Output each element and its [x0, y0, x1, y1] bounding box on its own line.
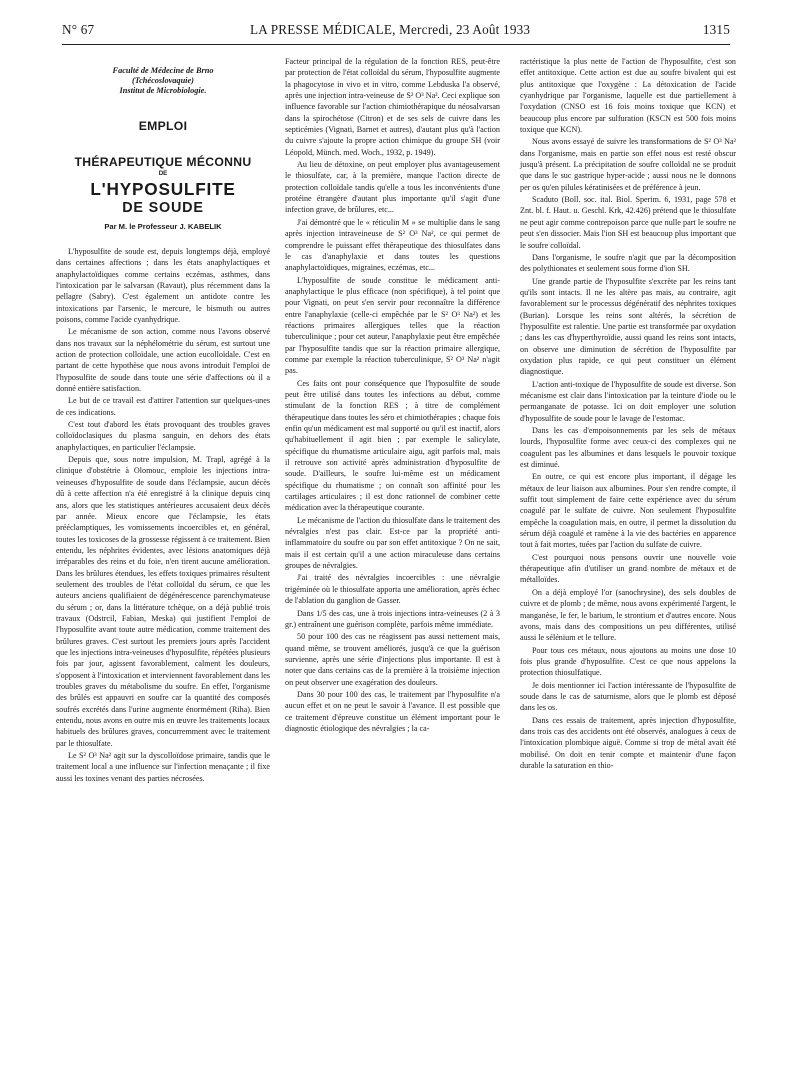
column-1-body	[56, 246, 270, 784]
paragraph: L'hyposulfite de soude constitue le médicament anti-anaphylactique le plus efficace (non spécifique), à tel point que pour Vignati, on peut s'en servir pour reconnaître la différence entre l'anaphylaxie (celle-ci empêchée par le S² O³ Na²) et les réactions primaires allergiques telles que la réaction tuberculinique ; pour cet auteur, l'anaphylaxie peut être empêchée par l'hyposulfite tandis que sur la réaction primaire allergique, comme par exemple la réaction tuberculinique, S² O³ Na² n'agit pas.	[285, 275, 500, 376]
paragraph: Le mécanisme de son action, comme nous l'avons observé dans nos travaux sur la néphélométrie du sérum, est surtout une action de protection colloïdale, une action eucolloïdale. C'est en partant de cette hypothèse que nous avons introduit l'emploi de l'hyposulfite de soude dans toute une série d'affections où il a donné entière satisfaction.	[56, 327, 270, 394]
article-title-line: THÉRAPEUTIQUE MÉCONNU	[74, 154, 252, 169]
faculty-affiliation	[56, 66, 270, 97]
paragraph: 50 pour 100 des cas ne réagissent pas aussi nettement mais, quand même, se trouvent améliorés, jusqu'à ce que la guérison survienne, après une série d'injections plus importante. Il est à noter que dans certains cas de la première à la troisième injection on peut observer une exagération des douleurs.	[285, 632, 500, 687]
paragraph: C'est tout d'abord les états provoquant des troubles graves colloïdoclasiques du plasma sanguin, en dehors des états anaphylactiques, en particulier l'éclampsie.	[56, 420, 270, 452]
issue-number: N° 67	[62, 22, 95, 37]
column-3-body	[520, 56, 736, 771]
paragraph: L'action anti-toxique de l'hyposulfite de soude est diverse. Son mécanisme est clair dans l'intoxication par la teinture d'iode ou le permanganate de potasse. Ici on doit employer une solution d'hyposulfite de soude pour le lavage de l'estomac.	[520, 379, 736, 423]
paragraph: Facteur principal de la régulation de la fonction RES, peut-être par protection de l'état colloïdal du sérum, l'hyposulfite augmente la phagocytose in vivo et in vitro, comme Lebduska l'a observé, après une injection intra-veineuse de S² O³ Na². Ceci explique son influence favorable sur l'action chimiothérapique du néosalvarsan dans la spirochétose (Citron) et de ses sels de cuivre dans les septicémies (Vignati, Barnet et autres), d'autant plus qu'à l'action du cuivre s'ajoute la propre action chimique du groupe SH (voir Léopold, Münch. med. Woch., 1932, p. 1949).	[285, 57, 500, 157]
paragraph: Scaduto (Boll. soc. ital. Biol. Sperim. 6, 1931, page 578 et Znt. bl. f. Haut. u. Geschl. Krk, 42.426) prétend que le thiosulfate ne peut agir comme contrepoison parce que nulle part le soufre ne peut s'en dissocier. Mais l'ion SH est beaucoup plus important que le soufre colloïdal.	[520, 195, 736, 250]
page-number: 1315	[702, 22, 730, 37]
paragraph: C'est pourquoi nous pensons ouvrir une nouvelle voie thérapeutique afin d'utiliser un grand nombre de métaux et de métalloïdes.	[520, 552, 736, 585]
paragraph: J'ai traité des névralgies incoercibles : une névralgie trigéminée où le thiosulfate apporta une amélioration, après échec de l'ablation du ganglion de Gasser.	[285, 573, 500, 606]
paragraph: Nous avons essayé de suivre les transformations de S² O³ Na² dans l'organisme, mais en partie son effet nous est resté obscur jusqu'à présent. La précipitation de soufre colloïdal ne se produit que dans le suc gastrique hyper-acide ; aussi nous ne le donnons per os qu'en pilules kératinisées et de préférence à jeun.	[520, 137, 736, 192]
paragraph: Je dois mentionner ici l'action intéressante de l'hyposulfite de soude dans le cas de saturnisme, alors que le plomb est déposé dans les os.	[520, 680, 736, 713]
paragraph: Dans ces essais de traitement, après injection d'hyposulfite, dans trois cas des accidents ont été observés, analogues à ceux de l'intoxication plombique aiguë. Comme si trop de métal avait été mobilisé. On doit en tenir compte et maintenir d'une façon durable la saturation en thio-	[520, 715, 736, 770]
journal-title: LA PRESSE MÉDICALE, Mercredi, 23 Août 1933	[250, 22, 531, 37]
paragraph: On a déjà employé l'or (sanochrysine), des sels doubles de cuivre et de plomb ; de même, nous avons expérimenté l'argent, le manganèse, le fer, le barium, le strontium et d'autres encore. Nous avons, mais dans des compositions un peu différentes, utilisé aussi le sélénium et le tellure.	[520, 587, 736, 643]
author-byline: Par M. le Professeur J. KABELIK	[104, 221, 222, 231]
paragraph: Le mécanisme de l'action du thiosulfate dans le traitement des névralgies n'est pas clair. Est-ce par la propriété anti-inflammatoire du soufre ou par son effet antitoxique ? On ne sait, mais il est certain qu'il a une action miraculeuse dans certains groupes de névralgies.	[285, 515, 500, 571]
paragraph: Dans 1/5 des cas, une à trois injections intra-veineuses (2 à 3 gr.) entraînent une guérison complète, parfois même immédiate.	[285, 608, 500, 629]
paragraph: L'hyposulfite de soude est, depuis longtemps déjà, employé dans certaines affections ; dans les états anaphylactiques et anaphylactoïdiques comme certains eczémas, asthmes, dans l'intoxication par le salvarsan (Ravaut), plus récemment dans la pellagre (Sabry). C'est également un antidote contre les intoxications par l'arsenic, le mercure, le bismuth ou autres poisons, comme l'acide cyanhydrique.	[56, 246, 270, 325]
faculty-line: Institut de Microbiologie.	[119, 86, 207, 96]
paragraph: Le but de ce travail est d'attirer l'attention sur quelques-unes de ces indications.	[56, 396, 270, 417]
article-title-connector: DE	[158, 169, 168, 177]
article-title-line: EMPLOI	[138, 118, 188, 133]
faculty-line: Faculté de Médecine de Brno	[112, 66, 214, 75]
article-title-main: L'HYPOSULFITE	[90, 178, 236, 199]
paragraph: Au lieu de détoxine, on peut employer plus avantageusement le thiosulfate, car, à la première, manque l'action directe de protection colloïdale tandis qu'elle a tous les inconvénients d'une protéine étrangère d'autant plus importante qu'il s'agit d'une infection grave, de brûlures, etc...	[285, 160, 500, 215]
column-1	[56, 54, 270, 784]
paragraph: Le S² O³ Na² agit sur la dyscolloïdose primaire, tandis que le traitement local a une influence sur l'infection menaçante ; il fixe aussi les toxines venant des parties nécrosées.	[56, 751, 270, 783]
paragraph: ractéristique la plus nette de l'action de l'hyposulfite, c'est son effet antitoxique. Cette action est due au soufre bivalent qui est plus antitoxique que l'oxygène : La détoxication de l'acide cyanhydrique par l'organisme, laquelle est due partiellement à l'oxydation (CNSO est 16 fois moins toxique que KCN) et beaucoup plus encore par sulfuration (KSCN est 500 fois moins toxique que KCN).	[520, 57, 736, 135]
header-rule	[62, 44, 730, 45]
article-title-sub: DE SOUDE	[122, 199, 204, 216]
page-header	[62, 22, 730, 44]
paragraph: En outre, ce qui est encore plus important, il dégage les métaux de leur liaison aux albumines. Pour s'en rendre compte, il suffit tout simplement de faire cette expérience avec du sérum coagulé par le sulfate de cuivre. Non seulement l'hyposulfite empêche la coagulation mais, en outre, il permet la dissolution du sérum déjà coagulé et ramène à la vie des bactéries en apparence tout à fait mortes, tuées par l'action du sulfate de cuivre.	[520, 472, 736, 550]
paragraph: Dans 30 pour 100 des cas, le traitement par l'hyposulfite n'a aucun effet et on ne peut le savoir à l'avance. Il est possible que ce traitement d'épreuve constitue un élément important pour le diagnostic étiologique des névralgies ; la ca-	[285, 689, 500, 733]
paragraph: Dans l'organisme, le soufre n'agit que par la décomposition des polythionates et seulement sous forme d'ion SH.	[520, 252, 736, 274]
paragraph: Depuis que, sous notre impulsion, M. Trapl, agrégé à la clinique d'obstétrie à Olomouc, emploie les injections intra-veineuses d'hyposulfite de soude dans l'éclampsie, aucun décès dû à cette affection n'a été enregistré à la clinique depuis cinq ans, alors que les statistiques antérieures accusaient deux décès par année. Mieux encore que l'éclampsie, les états prééclamptiques, les vomissements incoercibles et, en général, toutes les toxicoses de la grossesse régissent à ce traitement. Bien entendu, les néphrites évidentes, avec lésions anatomiques déjà irréparables des reins et du foie, n'en tirent aucune amélioration. Dans les brûlures étendues, les effets toxiques primaires résultent seulement des troubles de l'état colloïdal du sérum, ce que les auteurs anciens qualifiaient de dégénérescence parenchymateuse du sérum ; or, dans la littérature tchèque, on a déjà publié trois travaux (Odstrcil, Fabian, Meska) qui justifient l'emploi de l'hyposulfite avant toute autre médication, comme traitement des brûlures graves. C'est surtout les premiers jours après l'accident que les injections intra-veineuses d'hyposulfite, répétées plusieurs fois par jour, agissent favorablement, calment les douleurs, s'opposent à l'intoxication et interviennent favorablement dans les troubles graves du métabolisme du soufre. En effet, l'organisme des brûlés est appauvri en soufre car la quantité des composés soufrés excrétés dans l'urine augmente énormément (Riha). Bien entendu, nous avons en outre mis en œuvre les traitements locaux habituels des brûlures graves, concurremment avec le traitement par le thiosulfate.	[56, 455, 270, 748]
paragraph: Dans les cas d'empoisonnements par les sels de métaux lourds, l'hyposulfite forme avec ceux-ci des complexes qui ne coagulent pas les albumines et dans lesquels le pouvoir toxique est diminué.	[520, 426, 736, 470]
paragraph: Une grande partie de l'hyposulfite s'excrète par les reins tant qu'ils sont intacts. Il ne les altère pas mais, au contraire, agit favorablement sur le processus dégénératif des néphrites toxiques (Burian). Lorsque les reins sont altérés, la sécrétion de l'hyposulfite est ralentie. Une partie est transformée par oxydation ; dans les cas d'hyperthyroïdie, aussi quand les reins sont intacts, on observe une diminution de sécrétion de l'hyposulfite par oxydation plus rapide, ce qui peut constituer un élément diagnostique.	[520, 276, 736, 377]
column-3	[520, 56, 736, 771]
column-2	[285, 56, 500, 734]
column-2-body	[285, 56, 500, 734]
faculty-line: (Tchécoslovaquie)	[132, 76, 194, 86]
paragraph: Pour tous ces métaux, nous ajoutons au moins une dose 10 fois plus grande d'hyposulfite. C'est ce que nous appelons la protection thiosulfatique.	[520, 645, 736, 678]
paragraph: Ces faits ont pour conséquence que l'hyposulfite de soude peut être utilisé dans toutes les infections au début, comme stimulant de la fonction RES ; à titre de complément thérapeutique dans toutes les séro et chimiothérapies ; chaque fois enfin qu'un médicament est mal supporté ou qu'il est inactif, alors qu'habituellement il agit bien ; par exemple le salicylate, spécifique du rhumatisme articulaire aigu, agit parfois mal, mais il retrouve son activité après administration d'hyposulfite de soude. D'ailleurs, le soufre lui-même est un médicament spécifique du rhumatisme ; on connaît son affinité pour les cartilages articulaires ; il est donc rationnel de combiner cette médication avec la thérapeutique courante.	[285, 378, 500, 513]
paragraph: J'ai démontré que le « réticulin M » se multiplie dans le sang après injection intraveineuse de S² O³ Na², ce qui permet de comprendre le puissant effet thérapeutique des thiosulfates dans le cas d'anaphylaxie et dans toutes les questions anaphylactoïdiques, migraines, eczémas, etc...	[285, 217, 500, 273]
